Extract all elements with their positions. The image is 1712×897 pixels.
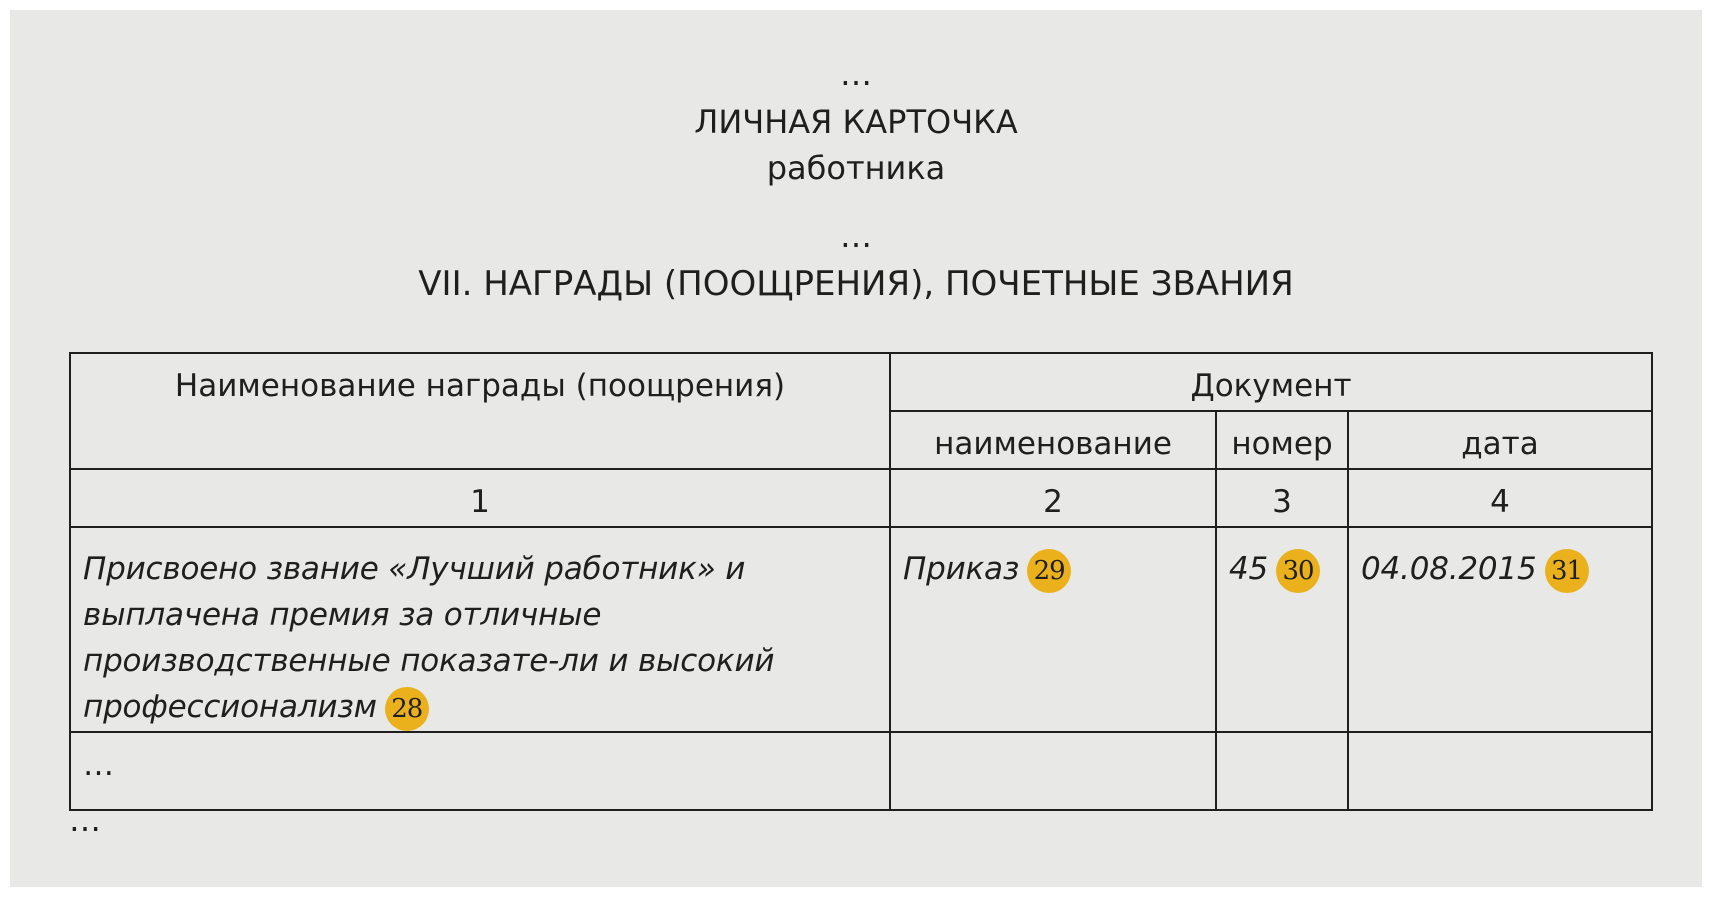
ellipsis-middle: …: [840, 217, 872, 255]
column-number-4: 4: [1348, 469, 1652, 527]
badge-30: 30: [1276, 549, 1320, 593]
empty-cell: [1348, 732, 1652, 810]
table-row: [70, 527, 1652, 732]
table-header-row: [70, 353, 1652, 411]
document-subtitle: работника: [766, 149, 946, 187]
awards-table: [69, 352, 1653, 811]
column-number-row: [70, 469, 1652, 527]
doc-date-cell: [1348, 527, 1652, 732]
empty-cell: [890, 732, 1216, 810]
doc-name-cell: [890, 527, 1216, 732]
subheader-doc-date: дата: [1348, 411, 1652, 469]
section-title: VII. НАГРАДЫ (ПООЩРЕНИЯ), ПОЧЕТНЫЕ ЗВАНИЯ: [418, 264, 1294, 304]
doc-number-cell: [1216, 527, 1348, 732]
badge-28: 28: [385, 687, 429, 731]
header-award-name: Наименование награды (поощрения): [70, 353, 890, 469]
column-number-1: 1: [70, 469, 890, 527]
award-cell: [70, 527, 890, 732]
doc-name-text: Приказ: [903, 551, 1020, 587]
document-title: ЛИЧНАЯ КАРТОЧКА: [694, 103, 1018, 141]
ellipsis-top: …: [840, 55, 872, 93]
header-document: Документ: [890, 353, 1652, 411]
doc-number-text: 45: [1229, 551, 1269, 587]
table-row-empty: [70, 732, 1652, 810]
document-sheet: [10, 10, 1702, 887]
column-number-2: 2: [890, 469, 1216, 527]
badge-29: 29: [1027, 549, 1071, 593]
empty-row-ellipsis: …: [70, 732, 890, 810]
award-text: Присвоено звание «Лучший работник» и выплачена премия за отличные производственные показате-ли и высокий профессионализм: [83, 551, 775, 725]
empty-cell: [1216, 732, 1348, 810]
ellipsis-bottom: …: [69, 801, 101, 839]
doc-date-text: 04.08.2015: [1361, 551, 1537, 587]
subheader-doc-name: наименование: [890, 411, 1216, 469]
column-number-3: 3: [1216, 469, 1348, 527]
badge-31: 31: [1545, 549, 1589, 593]
subheader-doc-number: номер: [1216, 411, 1348, 469]
